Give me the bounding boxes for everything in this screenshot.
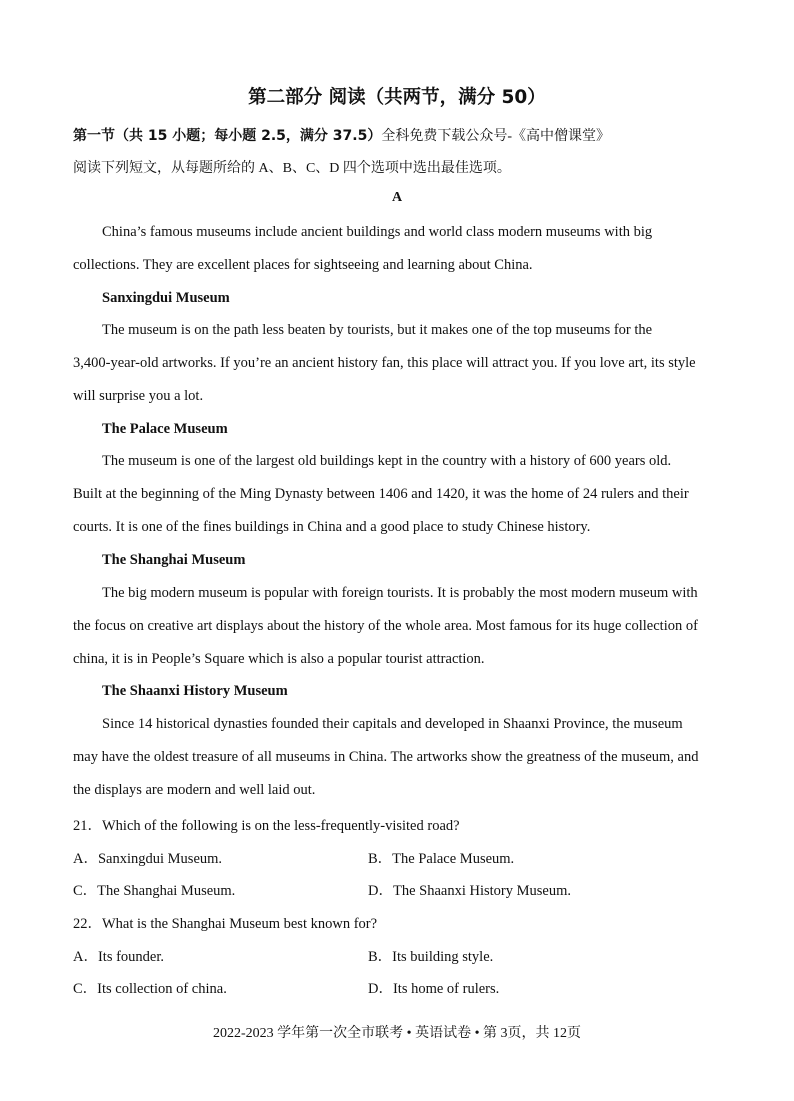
answer-option: D．The Shaanxi History Museum. (368, 883, 571, 899)
passage-letter: A (391, 190, 403, 205)
instruction: 阅读下列短文，从每题所给的 A、B、C、D 四个选项中选出最佳选项。 (73, 161, 511, 176)
question-stem: 22．What is the Shanghai Museum best known for? (73, 916, 378, 932)
paragraph-line: the focus on creative art displays about the history of the whole area. Most famous for its huge collection of (73, 618, 698, 634)
paragraph-line: china, it is in People’s Square which is also a popular tourist attraction. (73, 651, 485, 667)
paragraph-line: the displays are modern and well laid out. (73, 782, 316, 798)
paragraph-line: China’s famous museums include ancient buildings and world class modern museums with big (102, 224, 653, 240)
paragraph-line: may have the oldest treasure of all museums in China. The artworks show the greatness of the museum, and (73, 749, 699, 765)
answer-option: D．Its home of rulers. (368, 981, 500, 997)
page-footer: 2022-2023 学年第一次全市联考 • 英语试卷 • 第 3页，共 12页 (213, 1026, 581, 1041)
paragraph-line: The museum is one of the largest old buildings kept in the country with a history of 600 years old. (102, 453, 672, 469)
paragraph-line: collections. They are excellent places for sightseeing and learning about China. (73, 257, 533, 273)
paragraph-line: The museum is on the path less beaten by tourists, but it makes one of the top museums for the (102, 322, 653, 338)
paragraph-line: Built at the beginning of the Ming Dynasty between 1406 and 1420, it was the home of 24 rulers and their (73, 486, 689, 502)
paragraph-line: The big modern museum is popular with foreign tourists. It is probably the most modern museum with (102, 585, 698, 601)
answer-option: A．Sanxingdui Museum. (73, 851, 223, 867)
section-heading: The Shaanxi History Museum (102, 683, 288, 699)
section-heading: The Shanghai Museum (102, 552, 246, 568)
answer-option: B．Its building style. (368, 949, 494, 965)
answer-option: C．Its collection of china. (73, 981, 227, 997)
section-heading: Sanxingdui Museum (102, 290, 230, 306)
paragraph-line: Since 14 historical dynasties founded their capitals and developed in Shaanxi Province, the museum (102, 716, 683, 732)
page-title: 第二部分 阅读（共两节，满分 50） (248, 87, 546, 108)
section-line (73, 125, 610, 145)
answer-option: A．Its founder. (73, 949, 165, 965)
section-heading: The Palace Museum (102, 421, 228, 437)
answer-option: B．The Palace Museum. (368, 851, 515, 867)
question-stem: 21．Which of the following is on the less-frequently-visited road? (73, 818, 460, 834)
answer-option: C．The Shanghai Museum. (73, 883, 236, 899)
section-label: 第一节（共 15 小题；每小题 2.5，满分 37.5） (73, 128, 382, 144)
paragraph-line: will surprise you a lot. (73, 388, 204, 404)
section-note: 全科免费下载公众号-《高中僧课堂》 (381, 129, 610, 144)
paragraph-line: courts. It is one of the fines buildings in China and a good place to study Chinese history. (73, 519, 591, 535)
paragraph-line: 3,400-year-old artworks. If you’re an ancient history fan, this place will attract you. If you love art, its style (73, 355, 696, 371)
